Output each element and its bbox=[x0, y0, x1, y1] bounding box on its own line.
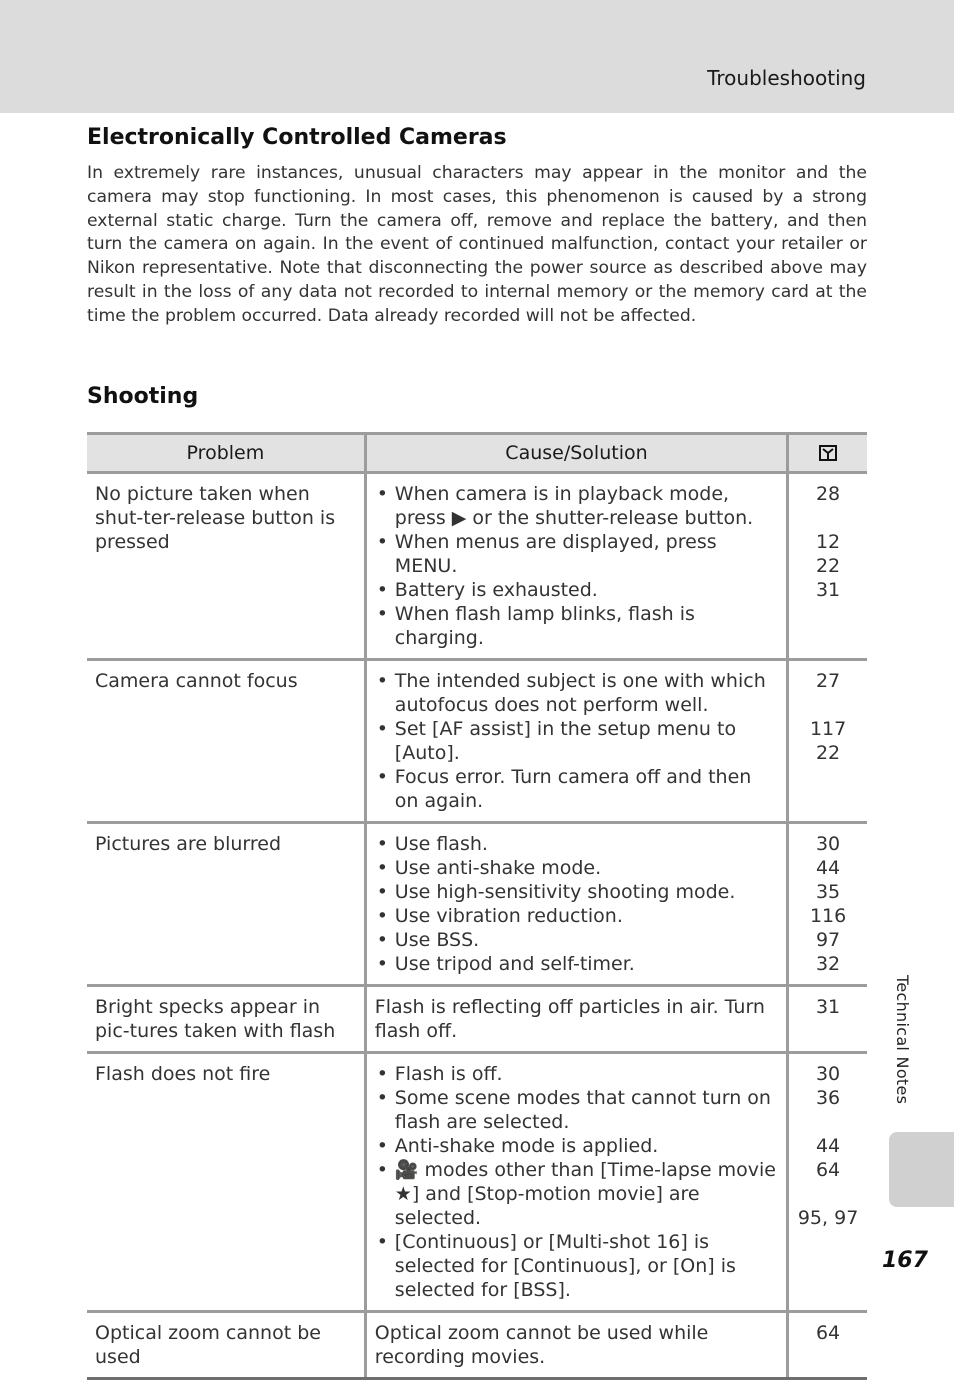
list-item: • Set [AF assist] in the setup menu to [Auto]. bbox=[375, 717, 778, 765]
page-number: 167 bbox=[882, 1248, 928, 1273]
column-header-problem: Problem bbox=[87, 434, 365, 473]
column-header-page bbox=[788, 434, 867, 473]
page-ref: 95, 97 bbox=[797, 1207, 859, 1229]
page-ref: 12 bbox=[815, 531, 841, 553]
page-ref: 22 bbox=[815, 555, 841, 577]
side-tab bbox=[889, 1132, 954, 1207]
page-ref: 30 bbox=[815, 833, 841, 855]
list-item: • Flash is off. bbox=[375, 1062, 778, 1086]
page-ref bbox=[797, 1110, 859, 1134]
list-item: • Use flash. bbox=[375, 832, 778, 856]
table-row bbox=[87, 1053, 867, 1312]
page-ref bbox=[797, 506, 859, 530]
list-item: • Use BSS. bbox=[375, 928, 778, 952]
table-row bbox=[87, 986, 867, 1053]
page-ref: 44 bbox=[815, 857, 841, 879]
book-reference-icon bbox=[819, 445, 837, 461]
list-item: • When camera is in playback mode, press ▶ or the shutter-release button. bbox=[375, 482, 778, 530]
page-ref: 116 bbox=[809, 905, 847, 927]
column-header-cause: Cause/Solution bbox=[365, 434, 787, 473]
section-heading-shooting: Shooting bbox=[87, 384, 199, 409]
cause-list bbox=[375, 669, 778, 813]
page-ref bbox=[797, 1182, 859, 1206]
problem-cell: Bright specks appear in pic-tures taken with flash bbox=[87, 986, 365, 1053]
table-row bbox=[87, 660, 867, 823]
list-item: • Focus error. Turn camera off and then on again. bbox=[375, 765, 778, 813]
page-ref: 31 bbox=[815, 996, 841, 1018]
cause-cell bbox=[365, 1053, 787, 1312]
cause-cell: Optical zoom cannot be used while recording movies. bbox=[365, 1312, 787, 1379]
page-ref-cell bbox=[788, 660, 867, 823]
page-ref: 36 bbox=[815, 1087, 841, 1109]
page-ref: 97 bbox=[815, 929, 841, 951]
shooting-table bbox=[87, 432, 867, 1380]
list-item: • [Continuous] or [Multi-shot 16] is selected for [Continuous], or [On] is selected for [BSS]. bbox=[375, 1230, 778, 1302]
cause-cell bbox=[365, 473, 787, 660]
page-ref: 27 bbox=[815, 670, 841, 692]
page-ref-cell bbox=[788, 473, 867, 660]
table-row bbox=[87, 473, 867, 660]
list-item: • Use vibration reduction. bbox=[375, 904, 778, 928]
intro-paragraph: In extremely rare instances, unusual characters may appear in the monitor and the camera may stop functioning. In most cases, this phenomenon is caused by a strong external static charge. Turn the camera off, remove and replace the battery, and then turn the camera on again. In the event of continued malfunction, contact your retailer or Nikon representative. Note that disconnecting the power source as described above may result in the loss of any data not recorded to internal memory or the memory card at the time the problem occurred. Data already recorded will not be affected. bbox=[87, 163, 867, 326]
list-item: • Anti-shake mode is applied. bbox=[375, 1134, 778, 1158]
problem-cell: No picture taken when shut-ter-release button is pressed bbox=[87, 473, 365, 660]
table-row bbox=[87, 823, 867, 986]
list-item: • The intended subject is one with which autofocus does not perform well. bbox=[375, 669, 778, 717]
list-item: • Some scene modes that cannot turn on flash are selected. bbox=[375, 1086, 778, 1134]
cause-list bbox=[375, 482, 778, 650]
page-ref: 64 bbox=[815, 1159, 841, 1181]
page-ref-cell bbox=[788, 1053, 867, 1312]
problem-cell: Flash does not fire bbox=[87, 1053, 365, 1312]
page-ref: 117 bbox=[809, 718, 847, 740]
page-ref-cell bbox=[788, 823, 867, 986]
table-row bbox=[87, 1312, 867, 1379]
section-heading-electronically-controlled: Electronically Controlled Cameras bbox=[87, 125, 507, 150]
page-ref: 22 bbox=[815, 742, 841, 764]
page-ref: 30 bbox=[815, 1063, 841, 1085]
page-ref bbox=[797, 693, 859, 717]
problem-cell: Camera cannot focus bbox=[87, 660, 365, 823]
list-item: • Battery is exhausted. bbox=[375, 578, 778, 602]
list-item: • Use anti-shake mode. bbox=[375, 856, 778, 880]
problem-cell: Optical zoom cannot be used bbox=[87, 1312, 365, 1379]
list-item: • Use high-sensitivity shooting mode. bbox=[375, 880, 778, 904]
header-band bbox=[0, 0, 954, 113]
cause-list bbox=[375, 832, 778, 976]
table-header-row bbox=[87, 434, 867, 473]
list-item: • Use tripod and self-timer. bbox=[375, 952, 778, 976]
page-ref-cell bbox=[788, 986, 867, 1053]
cause-cell: Flash is reflecting off particles in air. Turn flash off. bbox=[365, 986, 787, 1053]
page-ref: 31 bbox=[815, 579, 841, 601]
page-ref: 35 bbox=[815, 881, 841, 903]
page-ref: 44 bbox=[815, 1135, 841, 1157]
running-header: Troubleshooting bbox=[707, 66, 866, 90]
side-tab-label: Technical Notes bbox=[893, 975, 912, 1105]
list-item: • 🎥 modes other than [Time-lapse movie ★] and [Stop-motion movie] are selected. bbox=[375, 1158, 778, 1230]
page-ref: 64 bbox=[815, 1322, 841, 1344]
cause-list bbox=[375, 1062, 778, 1302]
page-ref: 28 bbox=[815, 483, 841, 505]
page-ref-cell bbox=[788, 1312, 867, 1379]
cause-cell bbox=[365, 823, 787, 986]
cause-cell bbox=[365, 660, 787, 823]
problem-cell: Pictures are blurred bbox=[87, 823, 365, 986]
list-item: • When menus are displayed, press MENU. bbox=[375, 530, 778, 578]
page-ref: 32 bbox=[815, 953, 841, 975]
list-item: • When flash lamp blinks, flash is charging. bbox=[375, 602, 778, 650]
